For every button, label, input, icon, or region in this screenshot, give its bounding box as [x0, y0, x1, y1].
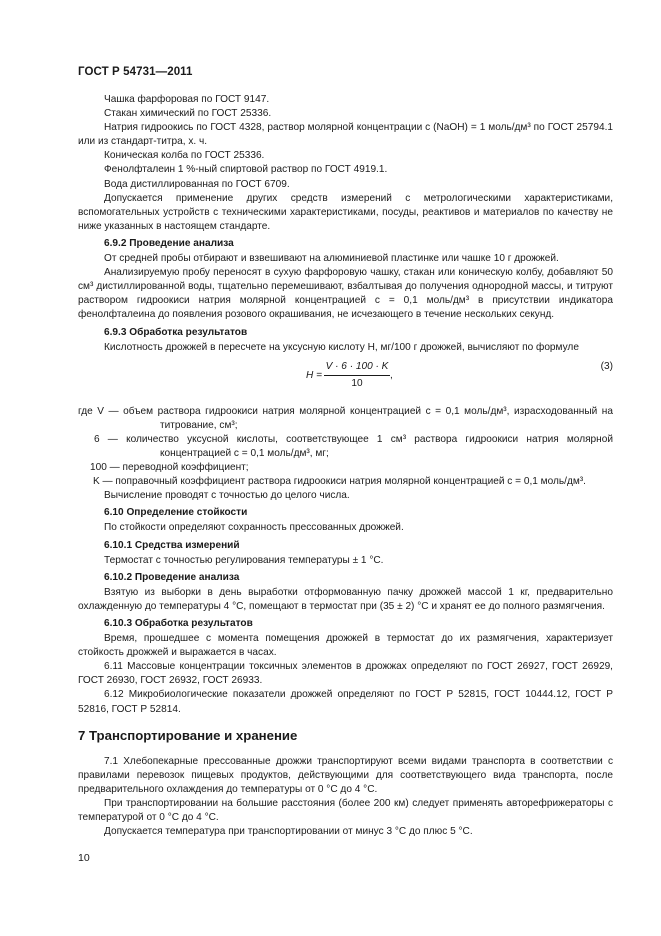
formula-comma: , — [390, 369, 393, 381]
section-heading-6-10-3: 6.10.3 Обработка результатов — [104, 618, 253, 629]
paragraph: Вычисление проводят с точностью до целого числа. — [104, 490, 350, 502]
equipment-item: Натрия гидроокись по ГОСТ 4328, раствор молярной концентрации c (NaOH) = 1 моль/дм³ по ГОСТ 25794.1 или из стандарт-титра, х. ч. — [78, 122, 613, 148]
equipment-item: Коническая колба по ГОСТ 25336. — [104, 150, 265, 162]
formula-3 — [78, 357, 613, 401]
legend-item-k: K — поправочный коэффициент раствора гидроокиси натрия молярной концентрацией c = 0,1 моль/дм³. — [93, 476, 586, 488]
page-number: 10 — [78, 852, 90, 864]
section-heading-6-9-3: 6.9.3 Обработка результатов — [104, 326, 248, 338]
legend-item-100: 100 — переводной коэффициент; — [90, 462, 249, 474]
equipment-item: Фенолфталеин 1 %-ный спиртовой раствор по ГОСТ 4919.1. — [104, 164, 388, 176]
section-heading-7: 7 Транспортирование и хранение — [78, 727, 298, 743]
document-code-header: ГОСТ Р 54731—2011 — [78, 66, 193, 78]
paragraph: Допускается температура при транспортировании от минус 3 °С до плюс 5 °С. — [104, 826, 473, 838]
section-heading-6-10: 6.10 Определение стойкости — [104, 507, 248, 519]
formula-denominator: 10 — [351, 377, 363, 389]
legend-item-v: где V — объем раствора гидроокиси натрия молярной концентрацией c = 0,1 моль/дм³, израсходованный на титрование, см³; — [78, 405, 613, 431]
section-heading-6-9-2: 6.9.2 Проведение анализа — [104, 237, 234, 249]
paragraph: Анализируемую пробу переносят в сухую фарфоровую чашку, стакан или коническую колбу, добавляют 50 см³ дистиллированной воды, тщательно перемешивают, взбалтывая до получения однородной массы, и титруют раствором гидроокиси натрия молярной концентрацией c = 0,1 моль/дм³ в присутствии индикатора фенолфталеина до появления розового окрашивания, не исчезающего в течение нескольких секунд. — [78, 267, 613, 321]
formula-fraction — [324, 360, 390, 391]
paragraph: Время, прошедшее с момента помещения дрожжей в термостат до их размягчения, характеризует стойкость дрожжей и выражается в часах. — [78, 633, 613, 659]
formula-intro: Кислотность дрожжей в пересчете на уксусную кислоту H, мг/100 г дрожжей, вычисляют по формуле — [104, 341, 579, 353]
formula-lhs: H = — [306, 369, 322, 381]
paragraph-6-12: 6.12 Микробиологические показатели дрожжей определяют по ГОСТ Р 52815, ГОСТ 10444.12, ГОСТ Р 52816, ГОСТ Р 52814. — [78, 689, 613, 715]
paragraph: Взятую из выборки в день выработки отформованную пачку дрожжей массой 1 кг, предварительно охлажденную до температуры 4 °С, помещают в термостат при (35 ± 2) °С и хранят ее до полного размягчения. — [78, 586, 613, 612]
page-content — [78, 93, 613, 839]
paragraph-6-11: 6.11 Массовые концентрации токсичных элементов в дрожжах определяют по ГОСТ 26927, ГОСТ 26929, ГОСТ 26930, ГОСТ 26932, ГОСТ 26933. — [78, 661, 613, 687]
formula-number: (3) — [600, 360, 613, 372]
paragraph: Термостат с точностью регулирования температуры ± 1 °С. — [104, 554, 384, 566]
legend-item-6: 6 — количество уксусной кислоты, соответствующее 1 см³ раствора гидроокиси натрия молярной концентрацией c = 0,1 моль/дм³, мг; — [94, 433, 613, 459]
formula-legend — [78, 405, 613, 490]
section-heading-6-10-2: 6.10.2 Проведение анализа — [104, 571, 240, 583]
formula-numerator: V · 6 · 100 · K — [324, 360, 390, 376]
paragraph: При транспортировании на большие расстояния (более 200 км) следует применять авторефрижераторы с температурой от 0 °С до 4 °С. — [78, 798, 613, 824]
paragraph: От средней пробы отбирают и взвешивают на алюминиевой пластинке или чашке 10 г дрожжей. — [104, 253, 559, 265]
equipment-item: Вода дистиллированная по ГОСТ 6709. — [104, 178, 290, 190]
equipment-item: Чашка фарфоровая по ГОСТ 9147. — [104, 94, 270, 105]
equipment-item: Стакан химический по ГОСТ 25336. — [104, 108, 272, 120]
paragraph-7-1: 7.1 Хлебопекарные прессованные дрожжи транспортируют всеми видами транспорта в соответствии с правилами перевозок пищевых продуктов, действующими для соответствующего вида транспорта, после предварительного охлаждения до температуры от 0 °С до 4 °С. — [78, 755, 613, 795]
section-heading-6-10-1: 6.10.1 Средства измерений — [104, 539, 240, 551]
paragraph: По стойкости определяют сохранность прессованных дрожжей. — [104, 522, 404, 534]
equipment-note: Допускается применение других средств измерений с метрологическими характеристиками, вспомогательных устройств с техническими характеристиками, посуды, реактивов и материалов по качеству не ниже указанных в настоящем стандарте. — [78, 192, 613, 232]
